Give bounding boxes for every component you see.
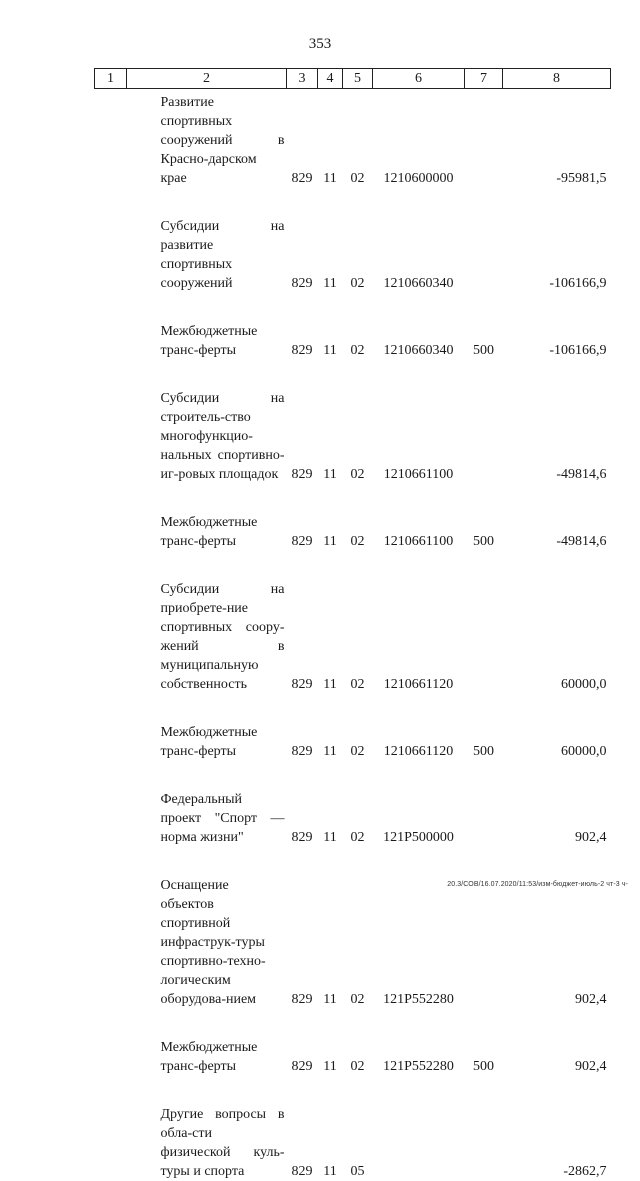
table-row <box>95 790 611 847</box>
row-code-7 <box>465 389 503 484</box>
table-row <box>95 217 611 293</box>
row-code-6: 1210660340 <box>373 322 465 360</box>
row-code-5: 02 <box>343 322 373 360</box>
row-code-6: 1210661120 <box>373 723 465 761</box>
row-name: Субсидии на развитие спортивных сооружений <box>127 217 287 293</box>
table-row <box>95 322 611 360</box>
row-code-4: 11 <box>318 876 343 1009</box>
row-name: Межбюджетные транс-ферты <box>127 723 287 761</box>
row-spacer <box>95 694 611 723</box>
row-amount: 60000,0 <box>503 580 611 694</box>
row-code-3: 829 <box>287 790 318 847</box>
row-code-4: 11 <box>318 513 343 551</box>
row-code-6: 1210660340 <box>373 217 465 293</box>
row-code-3: 829 <box>287 322 318 360</box>
row-code-6: 121P552280 <box>373 876 465 1009</box>
row-spacer <box>95 293 611 322</box>
row-code-4: 11 <box>318 1038 343 1076</box>
row-code-6: 121P552280 <box>373 1038 465 1076</box>
header-col-1: 1 <box>95 69 127 89</box>
header-col-4: 4 <box>318 69 343 89</box>
row-spacer <box>95 761 611 790</box>
row-code-5: 02 <box>343 1038 373 1076</box>
row-code-7 <box>465 93 503 188</box>
row-code-3: 829 <box>287 1038 318 1076</box>
table-row <box>95 1038 611 1076</box>
header-col-7: 7 <box>465 69 503 89</box>
row-code-5: 02 <box>343 790 373 847</box>
header-col-5: 5 <box>343 69 373 89</box>
row-col-1 <box>95 322 127 360</box>
row-code-7: 500 <box>465 513 503 551</box>
row-name: Оснащение объектов спортивной инфраструк-туры спортивно-техно-логическим оборудова-нием <box>127 876 287 1009</box>
table-body <box>95 89 611 1181</box>
row-amount: -2862,7 <box>503 1105 611 1181</box>
row-col-1 <box>95 217 127 293</box>
row-col-1 <box>95 389 127 484</box>
row-code-3: 829 <box>287 389 318 484</box>
header-col-8: 8 <box>503 69 611 89</box>
row-code-7 <box>465 1105 503 1181</box>
row-code-7 <box>465 790 503 847</box>
header-col-6: 6 <box>373 69 465 89</box>
table-row <box>95 723 611 761</box>
row-code-7 <box>465 580 503 694</box>
row-code-5: 02 <box>343 217 373 293</box>
row-code-3: 829 <box>287 580 318 694</box>
row-name: Межбюджетные транс-ферты <box>127 1038 287 1076</box>
row-code-3: 829 <box>287 876 318 1009</box>
row-spacer <box>95 1076 611 1105</box>
page-number: 353 <box>0 36 640 53</box>
row-code-7: 500 <box>465 1038 503 1076</box>
row-col-1 <box>95 580 127 694</box>
budget-table <box>94 68 611 1181</box>
row-amount: 902,4 <box>503 876 611 1009</box>
row-spacer <box>95 847 611 876</box>
row-code-4: 11 <box>318 1105 343 1181</box>
header-col-2: 2 <box>127 69 287 89</box>
row-code-4: 11 <box>318 790 343 847</box>
row-code-4: 11 <box>318 389 343 484</box>
row-code-6 <box>373 1105 465 1181</box>
row-spacer <box>95 551 611 580</box>
row-name: Федеральный проект "Спорт — норма жизни" <box>127 790 287 847</box>
row-name: Другие вопросы в обла-сти физической куль-туры и спорта <box>127 1105 287 1181</box>
row-code-6: 1210661120 <box>373 580 465 694</box>
row-code-5: 02 <box>343 580 373 694</box>
row-name: Субсидии на приобрете-ние спортивных соору-жений в муниципальную собственность <box>127 580 287 694</box>
row-amount: -95981,5 <box>503 93 611 188</box>
row-amount: 60000,0 <box>503 723 611 761</box>
row-code-6: 1210661100 <box>373 389 465 484</box>
row-amount: 902,4 <box>503 790 611 847</box>
row-amount: -106166,9 <box>503 217 611 293</box>
header-row <box>95 69 611 89</box>
row-code-4: 11 <box>318 322 343 360</box>
row-code-5: 02 <box>343 723 373 761</box>
row-code-5: 02 <box>343 93 373 188</box>
row-name: Субсидии на строитель-ство многофункцио-нальных спортивно-иг-ровых площадок <box>127 389 287 484</box>
row-code-6: 1210661100 <box>373 513 465 551</box>
row-name: Развитие спортивных сооружений в Красно-дарском крае <box>127 93 287 188</box>
header-col-3: 3 <box>287 69 318 89</box>
row-code-3: 829 <box>287 93 318 188</box>
row-amount: -49814,6 <box>503 513 611 551</box>
row-code-4: 11 <box>318 580 343 694</box>
row-code-5: 02 <box>343 513 373 551</box>
row-col-1 <box>95 1105 127 1181</box>
row-code-6: 121P500000 <box>373 790 465 847</box>
row-code-7: 500 <box>465 723 503 761</box>
table-row <box>95 1105 611 1181</box>
row-col-1 <box>95 1038 127 1076</box>
row-code-7: 500 <box>465 322 503 360</box>
row-code-3: 829 <box>287 1105 318 1181</box>
row-code-5: 02 <box>343 876 373 1009</box>
row-code-6: 1210600000 <box>373 93 465 188</box>
row-amount: -106166,9 <box>503 322 611 360</box>
row-code-5: 02 <box>343 389 373 484</box>
table-row <box>95 876 611 1009</box>
row-amount: 902,4 <box>503 1038 611 1076</box>
row-name: Межбюджетные транс-ферты <box>127 513 287 551</box>
footer-code: 20.3/СОВ/16.07.2020/11:53/изм-бюджет-июль-2 чт-3 ч- <box>447 881 628 888</box>
row-name: Межбюджетные транс-ферты <box>127 322 287 360</box>
row-code-7 <box>465 217 503 293</box>
row-code-5: 05 <box>343 1105 373 1181</box>
row-col-1 <box>95 513 127 551</box>
table-row <box>95 389 611 484</box>
row-col-1 <box>95 790 127 847</box>
row-code-4: 11 <box>318 217 343 293</box>
table-row <box>95 93 611 188</box>
row-code-4: 11 <box>318 723 343 761</box>
row-code-3: 829 <box>287 723 318 761</box>
row-col-1 <box>95 723 127 761</box>
row-spacer <box>95 484 611 513</box>
row-code-4: 11 <box>318 93 343 188</box>
row-code-3: 829 <box>287 513 318 551</box>
row-code-7 <box>465 876 503 1009</box>
row-col-1 <box>95 876 127 1009</box>
row-col-1 <box>95 93 127 188</box>
row-spacer <box>95 360 611 389</box>
row-amount: -49814,6 <box>503 389 611 484</box>
table-row <box>95 513 611 551</box>
table-row <box>95 580 611 694</box>
row-spacer <box>95 1009 611 1038</box>
row-spacer <box>95 188 611 217</box>
row-code-3: 829 <box>287 217 318 293</box>
